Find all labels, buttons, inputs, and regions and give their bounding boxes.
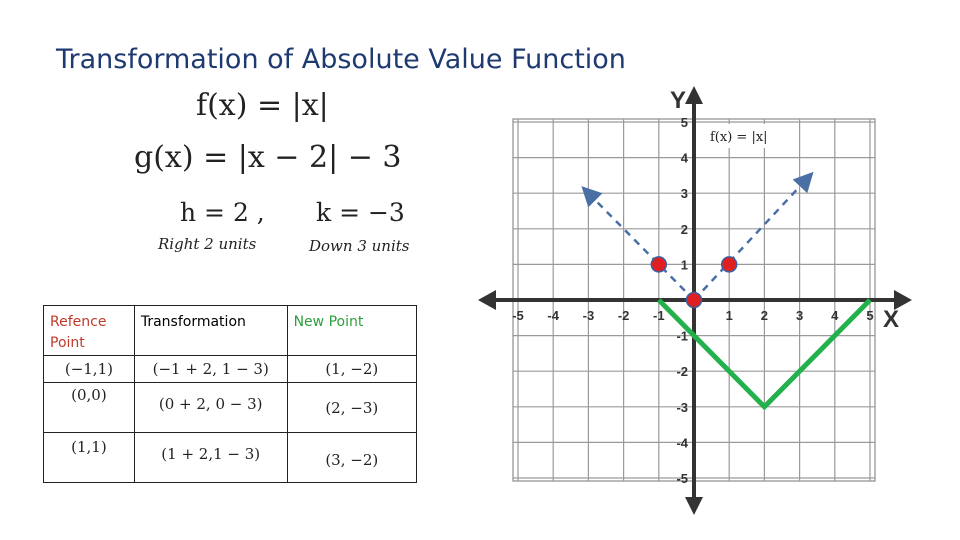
table-cell: (−1,1)	[44, 356, 135, 383]
k-note: Down 3 units	[309, 237, 410, 255]
table-cell: (−1 + 2, 1 − 3)	[134, 356, 287, 383]
y-axis-arrow-down	[685, 497, 703, 515]
table-row	[44, 383, 417, 432]
x-tick-label: 5	[866, 308, 874, 323]
y-tick-label: -3	[676, 399, 688, 415]
y-tick-label: 3	[680, 186, 688, 202]
h-note: Right 2 units	[158, 235, 257, 253]
function-label: f(x) = |x|	[710, 130, 768, 145]
x-tick-label: -2	[617, 308, 630, 323]
k-value: k = −3	[316, 198, 405, 227]
y-tick-label: -4	[676, 435, 688, 451]
x-tick-label: 2	[760, 308, 769, 323]
transformed-function-equation: g(x) = |x − 2| − 3	[134, 140, 402, 175]
x-tick-label: -4	[547, 308, 559, 323]
x-tick-label: -5	[512, 308, 524, 323]
table-cell: (2, −3)	[287, 383, 416, 432]
y-tick-label: 4	[680, 150, 688, 166]
y-axis-arrow-up	[685, 86, 703, 104]
transformation-table	[43, 305, 417, 483]
x-tick-label: -3	[582, 308, 595, 323]
parent-function-equation: f(x) = |x|	[196, 88, 329, 123]
y-tick-label: 2	[680, 221, 688, 237]
x-tick-label: 1	[725, 308, 733, 323]
table-cell: (3, −2)	[287, 432, 416, 482]
reference-point	[651, 257, 666, 272]
table-cell: (0 + 2, 0 − 3)	[134, 383, 287, 432]
y-tick-label: -2	[676, 364, 688, 380]
h-value: h = 2 ,	[180, 198, 265, 227]
y-axis-label: Y	[670, 87, 687, 114]
table-cell: (1 + 2,1 − 3)	[134, 432, 287, 482]
reference-point	[722, 257, 737, 272]
table-cell: (1,1)	[44, 432, 135, 482]
x-tick-label: 4	[831, 308, 839, 323]
x-axis-arrow-left	[478, 290, 496, 310]
x-tick-label: -1	[653, 308, 665, 323]
header-reference-point: Refence Point	[44, 306, 135, 356]
header-new-point: New Point	[287, 306, 416, 356]
table-row	[44, 356, 417, 383]
y-tick-label: -1	[676, 328, 688, 344]
table-cell: (1, −2)	[287, 356, 416, 383]
table-header-row	[44, 306, 417, 356]
y-tick-label: 1	[680, 257, 688, 273]
y-tick-label: 5	[680, 115, 688, 130]
table-cell: (0,0)	[44, 383, 135, 432]
table-row	[44, 432, 417, 482]
x-axis-label: X	[883, 306, 900, 333]
reference-point	[687, 293, 702, 308]
slide-title: Transformation of Absolute Value Function	[56, 44, 626, 75]
coordinate-graph	[470, 80, 920, 525]
y-tick-label: -5	[676, 471, 688, 486]
header-transformation: Transformation	[134, 306, 287, 356]
x-tick-label: 3	[795, 308, 804, 323]
